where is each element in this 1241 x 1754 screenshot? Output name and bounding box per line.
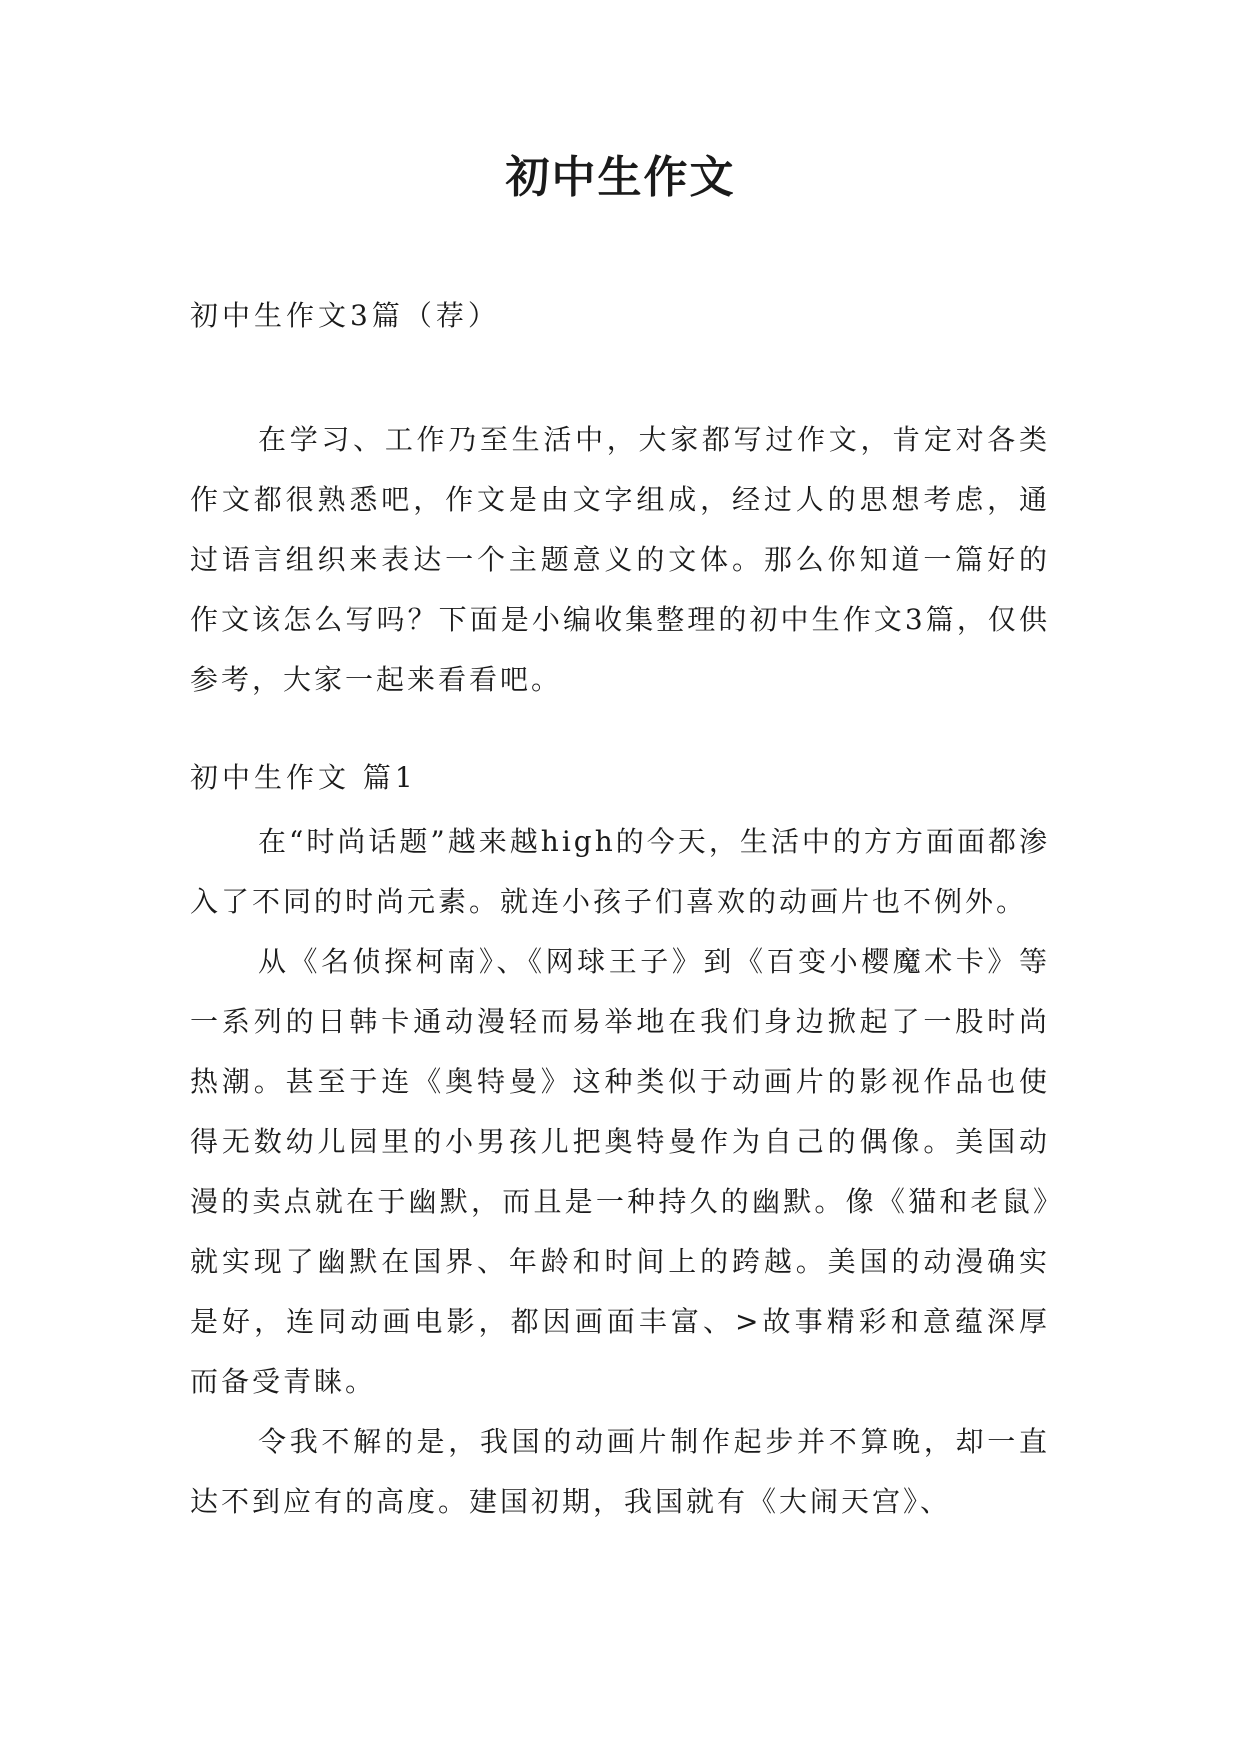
intro-paragraph: 在学习、工作乃至生活中，大家都写过作文，肯定对各类作文都很熟悉吧，作文是由文字组成，经过人的思想考虑，通过语言组织来表达一个主题意义的文体。那么你知道一篇好的作文该怎么写吗？下面是小编收集整理的初中生作文3篇，仅供参考，大家一起来看看吧。 [190, 423, 1050, 696]
body-paragraph: 从《名侦探柯南》、《网球王子》到《百变小樱魔术卡》等一系列的日韩卡通动漫轻而易举地在我们身边掀起了一股时尚热潮。甚至于连《奥特曼》这种类似于动画片的影视作品也使得无数幼儿园里的小男孩儿把奥特曼作为自己的偶像。美国动漫的卖点就在于幽默，而且是一种持久的幽默。像《猫和老鼠》就实现了幽默在国界、年龄和时间上的跨越。美国的动漫确实是好，连同动画电影，都因画面丰富、>故事精彩和意蕴深厚而备受青睐。 [190, 945, 1050, 1398]
section-heading: 初中生作文 篇1 [190, 761, 417, 794]
essay-body [190, 812, 1050, 1532]
document-title: 初中生作文 [505, 152, 736, 203]
body-paragraph: 令我不解的是，我国的动画片制作起步并不算晚，却一直达不到应有的高度。建国初期，我国就有《大闹天宫》、 [190, 1425, 1050, 1518]
document-subtitle: 初中生作文3篇（荐） [190, 299, 500, 332]
body-paragraph: 在“时尚话题”越来越high的今天，生活中的方方面面都渗入了不同的时尚元素。就连小孩子们喜欢的动画片也不例外。 [190, 825, 1050, 918]
